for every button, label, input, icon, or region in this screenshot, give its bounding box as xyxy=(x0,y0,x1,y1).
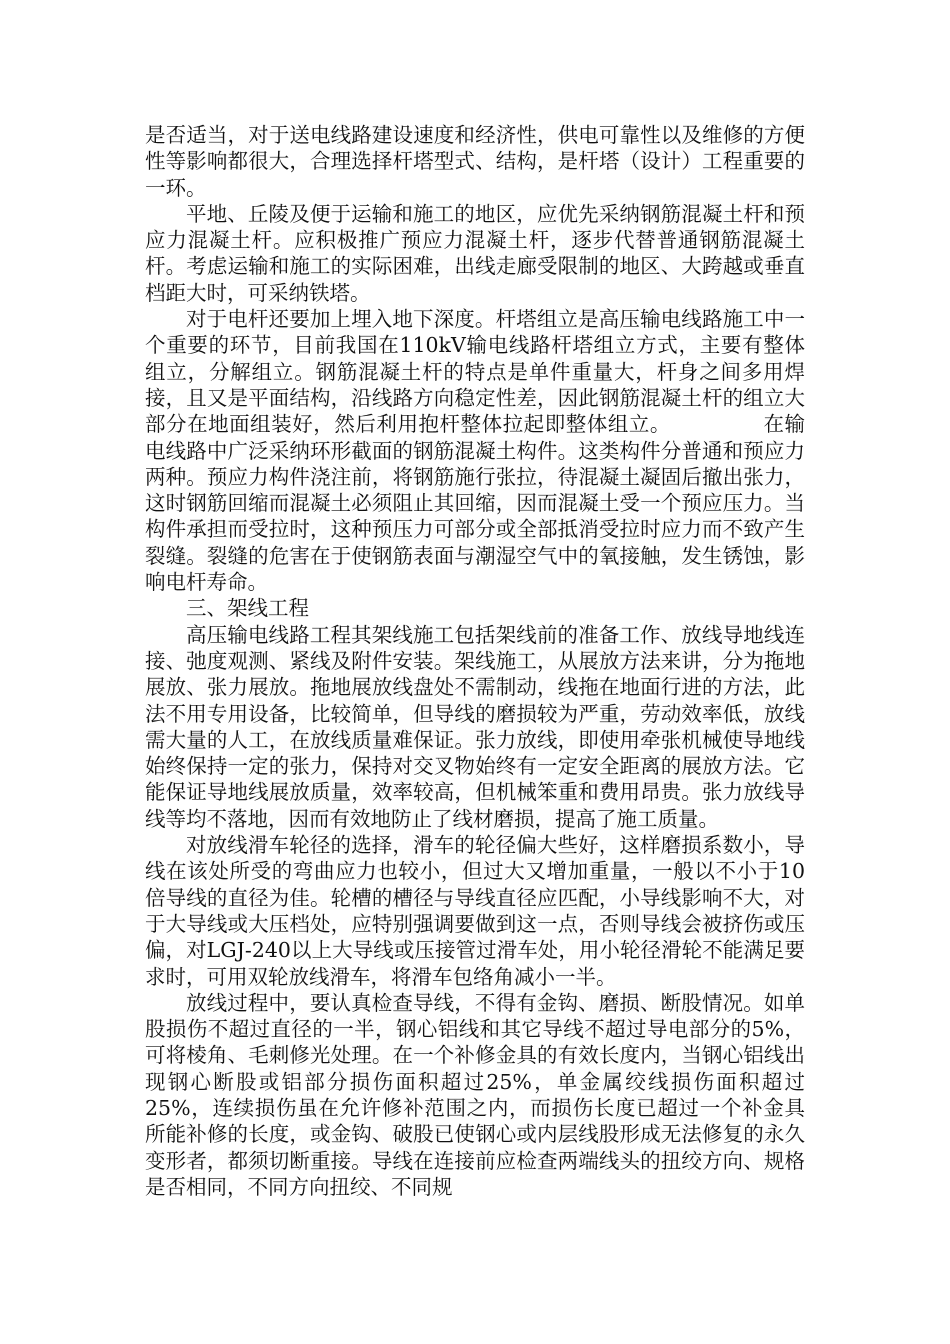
paragraph-1: 是否适当，对于送电线路建设速度和经济性，供电可靠性以及维修的方便性等影响都很大，合理选择杆塔型式、结构，是杆塔（设计）工程重要的一环。 xyxy=(145,123,805,200)
paragraph-2: 平地、丘陵及便于运输和施工的地区，应优先采纳钢筋混凝土杆和预应力混凝土杆。应积极推广预应力混凝土杆，逐步代替普通钢筋混凝土杆。考虑运输和施工的实际困难，出线走廊受限制的地区、大跨越或垂直档距大时，可采纳铁塔。 xyxy=(145,201,805,305)
paragraph-3 xyxy=(145,306,805,595)
paragraph-3-text: 对于电杆还要加上埋入地下深度。杆塔组立是高压输电线路施工中一个重要的环节，目前我国在110kV输电线路杆塔组立方式，主要有整体组立，分解组立。钢筋混凝土杆的特点是单件重量大，杆身之间多用焊接，且又是平面结构，沿线路方向稳定性差，因此钢筋混凝土杆的组立大部分在地面组装好，然后利用抱杆整体拉起即整体组立。 xyxy=(145,307,805,437)
paragraph-7: 放线过程中，要认真检查导线，不得有金钩、磨损、断股情况。如单股损伤不超过直径的一半，钢心铝线和其它导线不超过导电部分的5%，可将棱角、毛刺修光处理。在一个补修金具的有效长度内，当钢心铝线出现钢心断股或铝部分损伤面积超过25%，单金属绞线损伤面积超过25%，连续损伤虽在允许修补范围之内，而损伤长度已超过一个补金具所能补修的长度，或金钩、破股已使钢心或内层线股形成无法修复的永久变形者，都须切断重接。导线在连接前应检查两端线头的扭绞方向、规格是否相同，不同方向扭绞、不同规 xyxy=(145,990,805,1199)
paragraph-5: 高压输电线路工程其架线施工包括架线前的准备工作、放线导地线连接、弛度观测、紧线及附件安装。架线施工，从展放方法来讲，分为拖地展放、张力展放。拖地展放线盘处不需制动，线拖在地面行进的方法，此法不用专用设备，比较简单，但导线的磨损较为严重，劳动效率低，放线需大量的人工，在放线质量难保证。张力放线，即使用牵张机械使导地线始终保持一定的张力，保持对交叉物始终有一定安全距离的展放方法。它能保证导地线展放质量，效率较高，但机械笨重和费用昂贵。张力放线导线等均不落地，因而有效地防止了线材磨损，提高了施工质量。 xyxy=(145,622,805,831)
paragraph-4-text: 在输电线路中广泛采纳环形截面的钢筋混凝土构件。这类构件分普通和预应力两种。预应力构件浇注前，将钢筋施行张拉，待混凝土凝固后撤出张力，这时钢筋回缩而混凝土必须阻止其回缩，因而混凝土受一个预应压力。当构件承担而受拉时，这种预压力可部分或全部抵消受拉时应力而不致产生裂缝。裂缝的危害在于使钢筋表面与潮湿空气中的氧接触，发生锈蚀，影响电杆寿命。 xyxy=(145,412,806,595)
section-heading: 三、架线工程 xyxy=(186,596,309,621)
paragraph-6: 对放线滑车轮径的选择，滑车的轮径偏大些好，这样磨损系数小，导线在该处所受的弯曲应力也较小，但过大又增加重量，一般以不小于10倍导线的直径为佳。轮槽的槽径与导线直径应匹配，小导线影响不大，对于大导线或大压档处，应特别强调要做到这一点，否则导线会被挤伤或压偏，对LGJ-240以上大导线或压接管过滑车处，用小轮径滑轮不能满足要求时，可用双轮放线滑车，将滑车包络角减小一半。 xyxy=(145,833,805,989)
document-body xyxy=(145,122,805,1200)
